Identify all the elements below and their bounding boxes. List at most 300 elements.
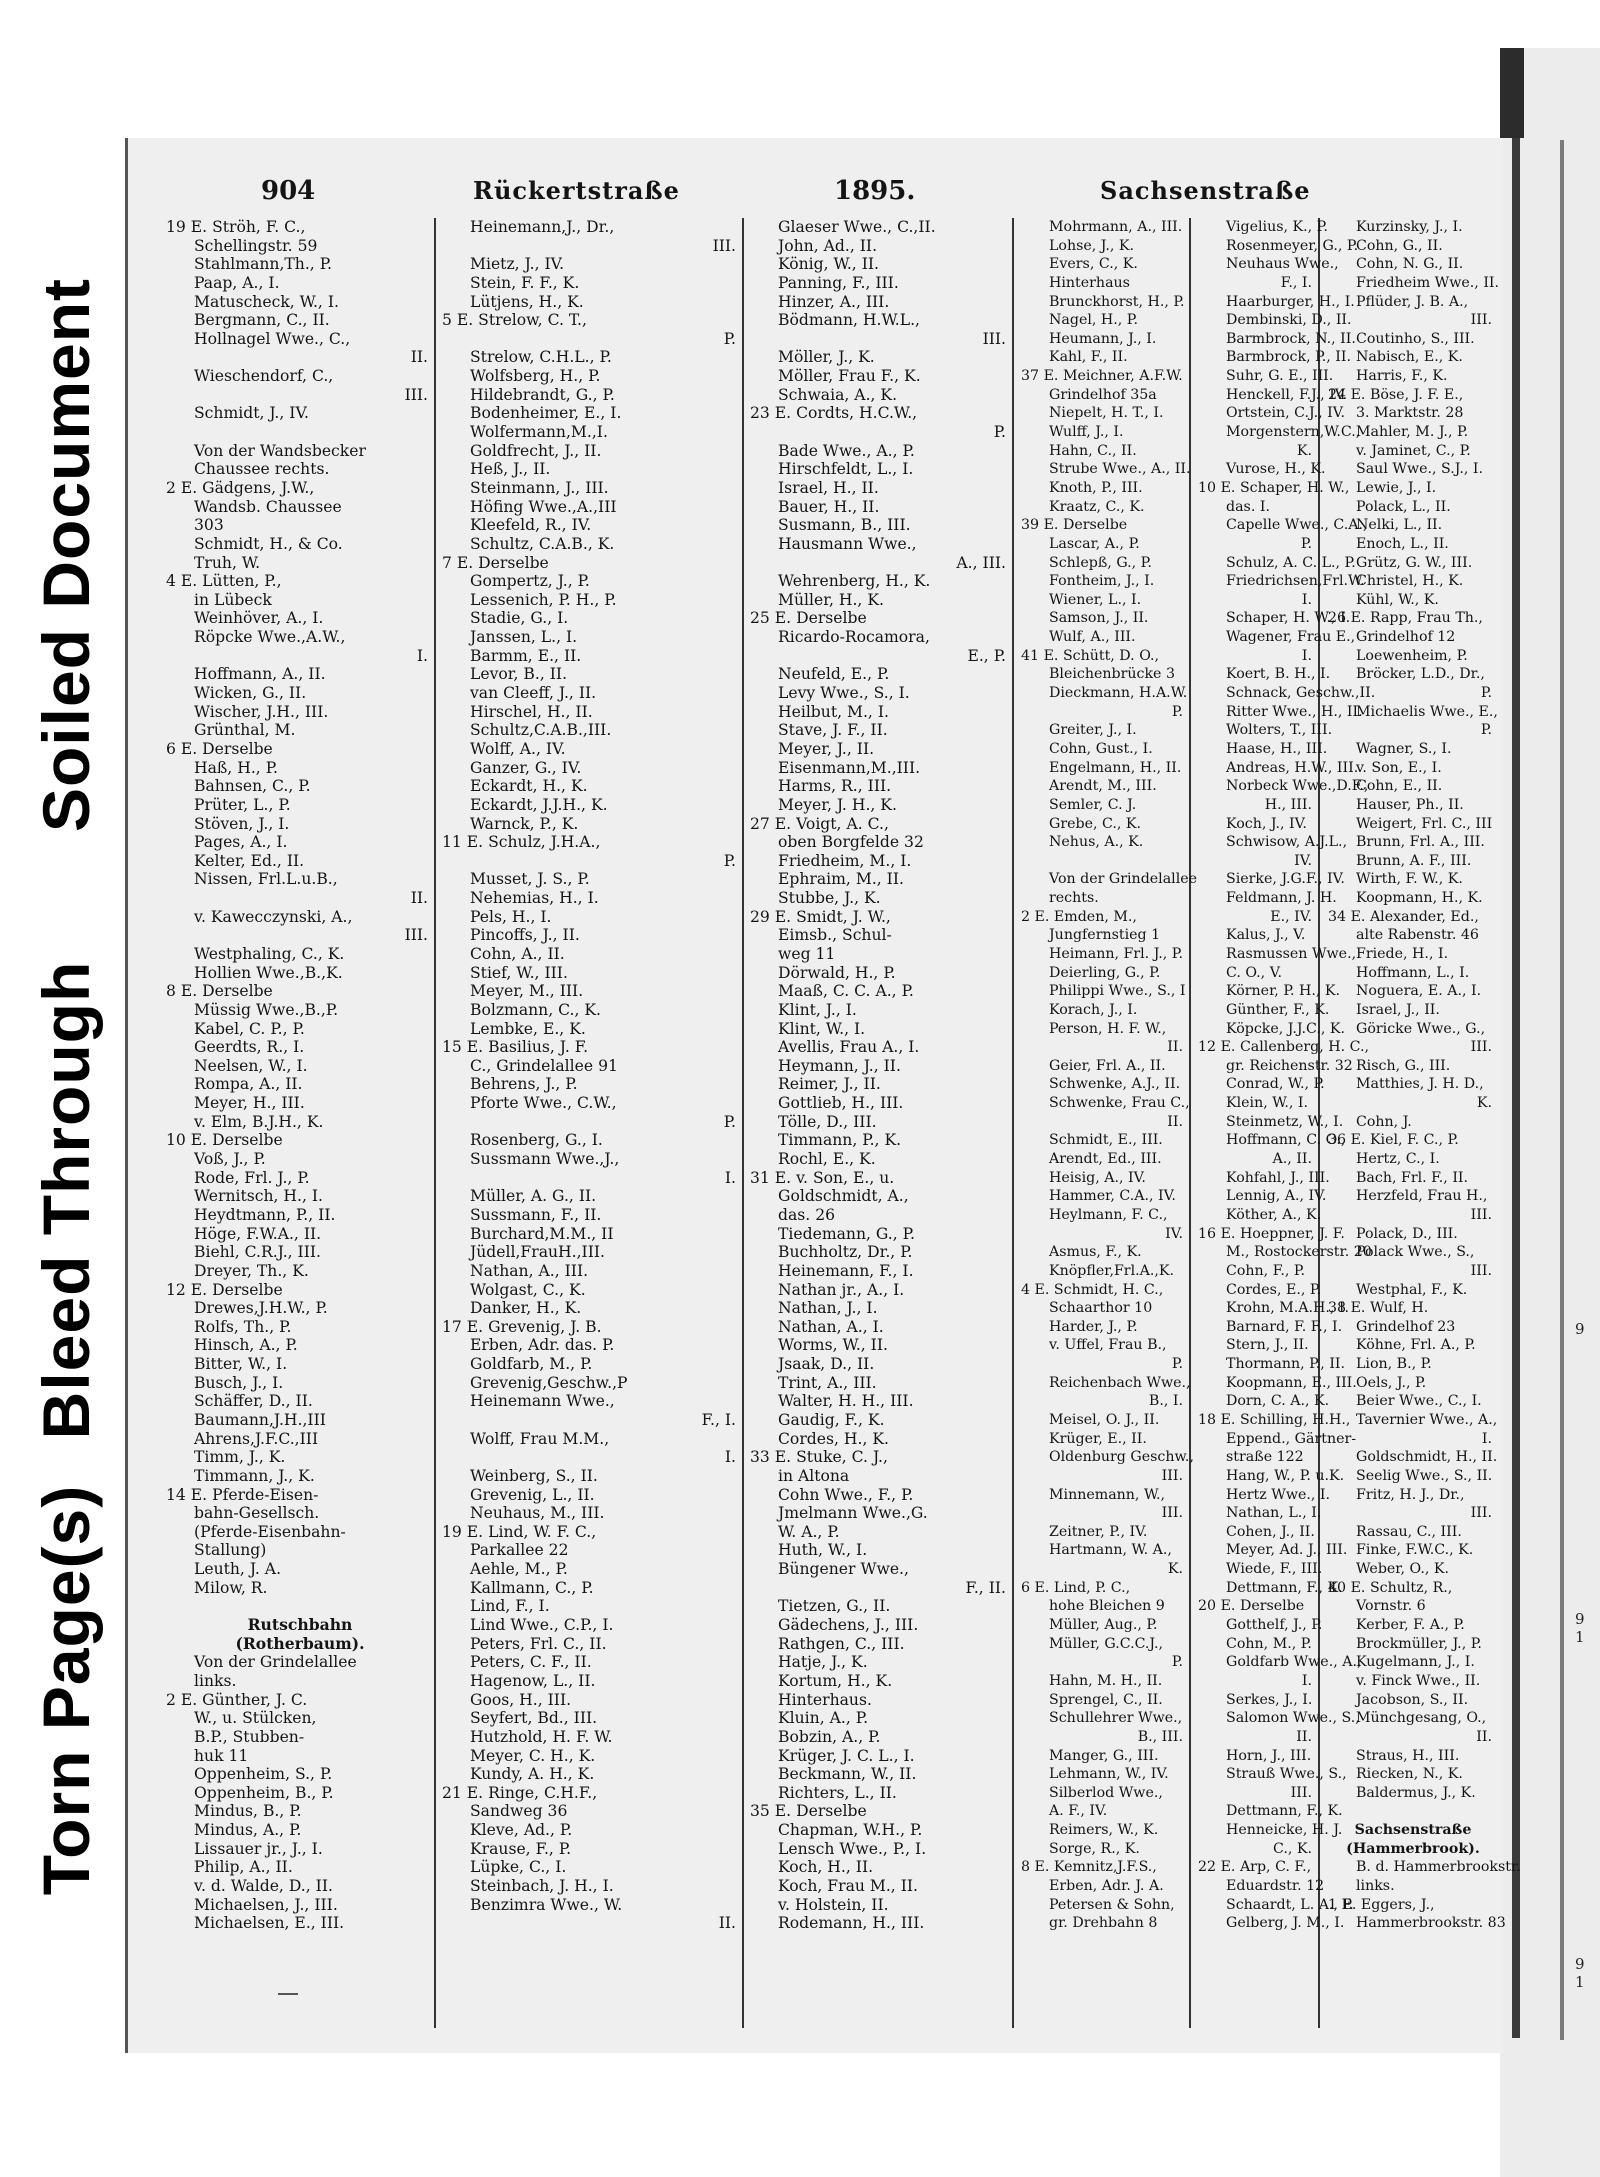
directory-entry-line: Straus, H., III.: [1356, 1747, 1460, 1764]
directory-entry-line: Eimsb., Schul-: [778, 926, 892, 945]
directory-entry-line: Cohn Wwe., F., P.: [778, 1485, 914, 1504]
directory-entry-line: Suhr, G. E., III.: [1226, 368, 1334, 385]
directory-entry-line: Fritz, H. J., Dr.,: [1356, 1486, 1465, 1503]
directory-entry-line: 26 E. Rapp, Frau Th.,: [1328, 610, 1483, 627]
directory-entry-line: Hoffmann, A., II.: [194, 665, 326, 684]
directory-entry-line: Schwaia, A., K.: [778, 385, 898, 404]
directory-entry-line: Jmelmann Wwe.,G.: [778, 1504, 928, 1523]
facing-page-fragment: 9: [1575, 1955, 1585, 1973]
directory-entry-line: Seyfert, Bd., III.: [470, 1709, 598, 1728]
directory-entry-line: Heymann, J., II.: [778, 1056, 901, 1075]
directory-entry-line: P.: [1171, 1654, 1183, 1671]
directory-entry-line: Klint, W., I.: [778, 1019, 866, 1038]
scan-defect-sidebar: [0, 0, 132, 2177]
directory-entry-line: Heisig, A., IV.: [1049, 1169, 1146, 1186]
directory-entry-line: Reimer, J., II.: [778, 1075, 881, 1094]
directory-entry-line: Mindus, A., P.: [194, 1821, 302, 1840]
directory-entry-line: 4 E. Schmidt, H. C.,: [1021, 1281, 1164, 1298]
directory-entry-line: Henneicke, H. J.: [1226, 1822, 1343, 1839]
directory-entry-line: Bödmann, H.W.L.,: [778, 311, 920, 330]
directory-entry-line: Mietz, J., IV.: [470, 255, 565, 274]
directory-entry-line: in Altona: [778, 1466, 850, 1485]
directory-entry-line: Matuscheck, W., I.: [194, 292, 339, 311]
directory-entry-line: Brunn, A. F., III.: [1356, 852, 1472, 869]
directory-entry-line: Sorge, R., K.: [1049, 1840, 1140, 1857]
directory-entry-line: Jacobson, S., II.: [1356, 1691, 1469, 1708]
directory-entry-line: Gotthelf, J., P.: [1226, 1617, 1323, 1634]
directory-entry-line: III.: [1470, 1039, 1492, 1056]
directory-entry-line: Cohn, J.: [1356, 1113, 1412, 1130]
directory-entry-line: Hang, W., P. u.K.: [1226, 1467, 1345, 1484]
directory-entry-line: Wiener, L., I.: [1049, 591, 1142, 608]
directory-entry-line: Köther, A., K.: [1226, 1206, 1322, 1223]
directory-entry-line: Rasmussen Wwe.,: [1226, 945, 1357, 962]
binding-shadow: [1500, 48, 1524, 138]
directory-entry-line: links.: [194, 1671, 237, 1690]
directory-entry-line: Bolzmann, C., K.: [470, 1000, 601, 1019]
directory-entry-line: Timm, J., K.: [194, 1448, 286, 1467]
directory-entry-line: III.: [712, 236, 736, 255]
directory-entry-line: Neufeld, E., P.: [778, 665, 890, 684]
directory-entry-line: Walter, H. H., III.: [778, 1392, 914, 1411]
directory-entry-line: Lohse, J., K.: [1049, 237, 1135, 254]
directory-entry-line: Dieckmann, H.A.W.: [1049, 685, 1188, 702]
directory-entry-line: 19 E. Lind, W. F. C.,: [442, 1522, 597, 1541]
directory-entry-line: Glaeser Wwe., C.,II.: [778, 218, 936, 236]
directory-entry-line: 8 E. Kemnitz,J.F.S.,: [1021, 1859, 1157, 1876]
directory-entry-line: Hammerbrookstr. 83: [1356, 1915, 1506, 1932]
directory-entry-line: Koch, H., II.: [778, 1858, 874, 1877]
directory-entry-line: Rassau, C., III.: [1356, 1523, 1462, 1540]
directory-entry-line: Manger, G., III.: [1049, 1747, 1159, 1764]
page-number: 904: [261, 176, 316, 206]
directory-entry-line: Minnemann, W.,: [1049, 1486, 1166, 1503]
directory-entry-line: Nathan, J., I.: [778, 1299, 878, 1318]
facing-page-fragment: 1: [1575, 1628, 1585, 1646]
directory-entry-line: I.: [1301, 591, 1312, 608]
directory-entry-line: Goldschmidt, H., II.: [1356, 1449, 1498, 1466]
directory-entry-line: Meyer, J. H., K.: [778, 795, 897, 814]
directory-entry-line: Wehrenberg, H., K.: [778, 572, 931, 591]
directory-entry-line: 10 E. Schaper, H. W.,: [1198, 479, 1350, 496]
directory-entry-line: Schmidt, J., IV.: [194, 404, 309, 423]
directory-entry-line: M., Rostockerstr. 20: [1226, 1244, 1372, 1261]
directory-entry-line: Pforte Wwe., C.W.,: [470, 1094, 617, 1113]
directory-entry-line: Barnard, F. F., I.: [1226, 1318, 1343, 1335]
directory-entry-line: Röpcke Wwe.,A.W.,: [194, 628, 346, 647]
directory-entry-line: Stern, J., II.: [1226, 1337, 1309, 1354]
directory-entry-line: Kundy, A. H., K.: [470, 1765, 595, 1784]
directory-entry-line: Möller, J., K.: [778, 348, 875, 367]
directory-entry-line: Silberlod Wwe.,: [1049, 1784, 1163, 1801]
directory-entry-line: H., III.: [1264, 796, 1312, 813]
directory-entry-line: [166, 423, 434, 442]
directory-entry-line: Schwenke, Frau C.,: [1049, 1095, 1190, 1112]
directory-entry-line: Lennig, A., IV.: [1226, 1188, 1327, 1205]
directory-entry-line: II.: [1167, 1113, 1183, 1130]
directory-entry-line: Rolfs, Th., P.: [194, 1317, 292, 1336]
directory-entry-line: Morgenstern,W.C.,: [1226, 424, 1361, 441]
directory-entry-line: Paap, A., I.: [194, 273, 280, 292]
directory-entry-line: Samson, J., II.: [1049, 610, 1149, 627]
directory-entry-line: W. A., P.: [778, 1522, 840, 1541]
directory-entry-line: A., III.: [956, 553, 1006, 572]
directory-entry-line: A., II.: [1272, 1151, 1312, 1168]
directory-entry-line: P.: [723, 851, 736, 870]
directory-entry-line: Harms, R., III.: [778, 777, 892, 796]
directory-entry-line: straße 122: [1226, 1449, 1304, 1466]
directory-entry-line: Arendt, M., III.: [1049, 778, 1157, 795]
directory-entry-line: Grindelhof 23: [1356, 1318, 1456, 1335]
directory-entry-line: Tavernier Wwe., A.,: [1356, 1412, 1498, 1428]
directory-entry-line: v. Elm, B.J.H., K.: [194, 1112, 324, 1131]
directory-entry-line: B. d. Hammerbrookstr.: [1356, 1859, 1521, 1876]
directory-entry-line: Schnack, Geschw.,II.: [1226, 685, 1376, 702]
directory-entry-line: Petersen & Sohn,: [1049, 1896, 1175, 1913]
directory-entry-line: Jungfernstieg 1: [1049, 927, 1161, 944]
directory-entry-line: 14 E. Pferde-Eisen-: [166, 1485, 319, 1504]
directory-entry-line: Steinbach, J. H., I.: [470, 1877, 614, 1896]
directory-entry-line: v. Finck Wwe., II.: [1356, 1672, 1481, 1689]
directory-entry-line: Rutschbahn: [247, 1615, 353, 1635]
directory-entry-line: Rathgen, C., III.: [778, 1634, 905, 1653]
directory-entry-line: Cohn, N. G., II.: [1356, 256, 1464, 273]
directory-entry-line: Oldenburg Geschw.,: [1049, 1449, 1194, 1466]
directory-entry-line: Ortstein, C.J., IV.: [1226, 405, 1346, 422]
directory-entry-line: Krause, F., P.: [470, 1839, 572, 1858]
directory-entry-line: Bahnsen, C., P.: [194, 777, 311, 796]
directory-entry-line: Koch, J., IV.: [1226, 815, 1307, 832]
directory-entry-line: Lessenich, P. H., P.: [470, 590, 617, 609]
directory-entry-line: Semler, C. J.: [1049, 796, 1137, 813]
directory-entry-line: Sierke, J.G.F., IV.: [1226, 871, 1345, 888]
directory-entry-line: III.: [404, 926, 428, 945]
directory-entry-line: 303: [194, 516, 224, 535]
directory-entry-line: Riecken, N., K.: [1356, 1766, 1463, 1783]
directory-entry-line: Israel, J., II.: [1356, 1001, 1440, 1018]
directory-entry-line: Bade Wwe., A., P.: [778, 441, 915, 460]
directory-entry-line: Nehemias, H., I.: [470, 889, 599, 908]
directory-entry-line: Eckardt, H., K.: [470, 777, 588, 796]
directory-entry-line: Steinmann, J., III.: [470, 478, 609, 497]
directory-entry-line: 19 E. Ströh, F. C.,: [166, 218, 306, 236]
directory-entry-line: P.: [993, 423, 1006, 442]
directory-entry-line: Salomon Wwe., S.,: [1226, 1710, 1360, 1727]
directory-entry-line: Köpcke, J.J.C., K.: [1226, 1020, 1345, 1037]
directory-entry-line: Hinterhaus.: [778, 1690, 872, 1709]
directory-entry-line: Ephraim, M., II.: [778, 870, 904, 889]
directory-entry-line: Wolfsberg, H., P.: [470, 367, 601, 386]
directory-entry-line: Evers, C., K.: [1049, 256, 1138, 273]
directory-entry-line: 38 E. Wulf, H.: [1328, 1300, 1429, 1317]
directory-entry-line: Bitter, W., I.: [194, 1355, 288, 1374]
directory-entry-line: I.: [724, 1448, 736, 1467]
directory-entry-line: Hahn, C., II.: [1049, 442, 1137, 459]
directory-entry-line: 25 E. Derselbe: [750, 609, 867, 628]
directory-entry-line: Eckardt, J.J.H., K.: [470, 795, 608, 814]
directory-entry-line: Grebe, C., K.: [1049, 815, 1141, 832]
directory-entry-line: Lensch Wwe., P., I.: [778, 1839, 927, 1858]
directory-entry-line: alte Rabenstr. 46: [1356, 927, 1479, 944]
directory-entry-line: Arendt, Ed., III.: [1049, 1151, 1162, 1168]
directory-entry-line: 3. Marktstr. 28: [1356, 405, 1464, 422]
directory-entry-line: Feldmann, J. H.: [1226, 890, 1337, 907]
directory-entry-line: Müller, Aug., P.: [1049, 1617, 1158, 1634]
directory-entry-line: Oppenheim, S., P.: [194, 1765, 333, 1784]
directory-entry-line: III.: [982, 329, 1006, 348]
directory-entry-line: E., P.: [967, 646, 1006, 665]
directory-entry-line: 22 E. Arp, C. F.,: [1198, 1859, 1312, 1876]
directory-entry-line: Lehmann, W., IV.: [1049, 1766, 1169, 1783]
directory-entry-line: Heinemann,J., Dr.,: [470, 218, 615, 236]
directory-entry-line: Korach, J., I.: [1049, 1001, 1138, 1018]
directory-entry-line: 35 E. Derselbe: [750, 1802, 867, 1821]
directory-entry-line: Tietzen, G., II.: [778, 1597, 891, 1616]
directory-entry-line: Goldfarb Wwe., A.,: [1226, 1654, 1362, 1671]
directory-entry-line: Parkallee 22: [470, 1541, 569, 1560]
directory-entry-line: Leuth, J. A.: [194, 1560, 282, 1579]
directory-entry-line: Westphal, F., K.: [1356, 1281, 1468, 1298]
directory-entry-line: 6 E. Derselbe: [166, 739, 273, 758]
directory-entry-line: Haase, H., III.: [1226, 740, 1328, 757]
directory-entry-line: Barmm, E., II.: [470, 646, 582, 665]
directory-entry-line: Müller, G.C.C.J.,: [1049, 1635, 1164, 1652]
directory-entry-line: Mahler, M. J., P.: [1356, 424, 1469, 441]
directory-entry-line: Dembinski, D., II.: [1226, 312, 1352, 329]
directory-entry-line: Weinberg, S., II.: [470, 1466, 598, 1485]
directory-entry-line: Geerdts, R., I.: [194, 1038, 305, 1057]
directory-entry-line: Conrad, W., P.: [1226, 1076, 1325, 1093]
directory-entry-line: Pincoffs, J., II.: [470, 926, 580, 945]
directory-entry-line: v. Uffel, Frau B.,: [1049, 1337, 1167, 1354]
directory-entry-line: Hausmann Wwe.,: [778, 534, 917, 553]
directory-entry-line: Sachsenstraße: [1354, 1822, 1472, 1839]
directory-entry-line: Zeitner, P., IV.: [1049, 1523, 1148, 1540]
directory-entry-line: Michaelis Wwe., E.,: [1356, 703, 1498, 720]
directory-entry-line: Günther, F., K.: [1226, 1001, 1330, 1018]
directory-entry-line: Nathan, L., I.: [1226, 1505, 1322, 1522]
directory-entry-line: Wolff, Frau M.M.,: [470, 1429, 610, 1448]
directory-entry-line: Cohn, A., II.: [470, 944, 565, 963]
directory-entry-line: Herzfeld, Frau H.,: [1356, 1188, 1488, 1205]
directory-entry-line: Stein, F. F., K.: [470, 273, 580, 292]
directory-entry-line: F., I.: [701, 1411, 736, 1429]
directory-entry-line: v. Jaminet, C., P.: [1356, 442, 1471, 459]
directory-entry-line: Hildebrandt, G., P.: [470, 385, 615, 404]
directory-entry-line: 40 E. Schultz, R.,: [1328, 1579, 1453, 1596]
directory-entry-line: P.: [723, 329, 736, 348]
directory-entry-line: Kabel, C. P., P.: [194, 1019, 305, 1038]
directory-entry-line: Hertz Wwe., I.: [1226, 1486, 1331, 1503]
directory-entry-line: Wicken, G., II.: [194, 684, 307, 703]
directory-entry-line: Körner, P. H., K.: [1226, 983, 1341, 1000]
directory-entry-line: II.: [410, 348, 428, 367]
directory-entry-line: Wagener, Frau E.,: [1226, 629, 1356, 646]
directory-entry-line: Oppenheim, B., P.: [194, 1783, 334, 1802]
directory-entry-line: Musset, J. S., P.: [470, 870, 590, 889]
directory-entry-line: P.: [1171, 1356, 1183, 1373]
directory-entry-line: (Pferde-Eisenbahn-: [194, 1522, 346, 1541]
directory-entry-line: F., II.: [965, 1578, 1006, 1597]
directory-entry-line: W., u. Stülcken,: [194, 1709, 317, 1728]
directory-entry-line: Finke, F.W.C., K.: [1356, 1542, 1474, 1559]
directory-entry-line: Vurose, H., K.: [1226, 461, 1326, 478]
directory-entry-line: 34 E. Alexander, Ed.,: [1328, 908, 1479, 925]
directory-entry-line: Prüter, L., P.: [194, 795, 291, 814]
directory-entry-line: Seelig Wwe., S., II.: [1356, 1467, 1493, 1484]
directory-entry-line: Kurzinsky, J., I.: [1356, 219, 1463, 235]
directory-entry-line: Beckmann, W., II.: [778, 1765, 917, 1784]
directory-entry-line: Ritter Wwe., H., II.: [1226, 703, 1363, 720]
directory-entry-line: [1328, 1802, 1498, 1821]
directory-entry-line: Meyer, H., III.: [194, 1094, 305, 1113]
listing-column-2: [442, 218, 744, 2028]
directory-entry-line: Nathan, A., I.: [778, 1317, 884, 1336]
directory-entry-line: Haß, H., P.: [194, 758, 278, 777]
directory-entry-line: Dorn, C. A., K.: [1226, 1393, 1330, 1410]
directory-entry-line: Strelow, C.H.L., P.: [470, 348, 612, 367]
directory-entry-line: Von der Grindelallee: [194, 1653, 357, 1672]
directory-entry-line: Kühl, W., K.: [1356, 591, 1439, 608]
directory-entry-line: Niepelt, H. T., I.: [1049, 405, 1164, 422]
directory-entry-line: Engelmann, H., II.: [1049, 759, 1182, 776]
directory-entry-line: 29 E. Smidt, J. W.,: [750, 907, 891, 926]
directory-entry-line: Haarburger, H., I.: [1226, 293, 1355, 310]
directory-entry-line: 24 E. Böse, J. F. E.,: [1328, 386, 1464, 403]
directory-entry-line: Grevenig, L., II.: [470, 1485, 595, 1504]
directory-entry-line: Hollien Wwe.,B.,K.: [194, 963, 343, 982]
directory-entry-line: Wulff, J., I.: [1049, 424, 1124, 441]
directory-entry-line: Kelter, Ed., II.: [194, 851, 305, 870]
directory-entry-line: Barmbrock, P., II.: [1226, 349, 1352, 366]
directory-entry-line: Hoffmann, L., I.: [1356, 964, 1470, 981]
directory-entry-line: Heimann, Frl. J., P.: [1049, 945, 1183, 962]
directory-entry-line: Ahrens,J.F.C.,III: [194, 1429, 319, 1448]
directory-entry-line: Peters, Frl. C., II.: [470, 1634, 607, 1653]
directory-entry-line: Polack, D., III.: [1356, 1225, 1458, 1242]
directory-year: 1895.: [834, 176, 916, 206]
directory-entry-line: 4 E. Lütten, P.,: [166, 572, 282, 591]
directory-entry-line: Lüpke, C., I.: [470, 1858, 567, 1877]
directory-entry-line: Schäffer, D., II.: [194, 1392, 313, 1411]
directory-entry-line: Friedrichsen,Frl.W.: [1226, 573, 1365, 590]
directory-entry-line: Susmann, B., III.: [778, 516, 911, 535]
directory-entry-line: Schlepß, G., P.: [1049, 554, 1152, 571]
directory-entry-line: bahn-Gesellsch.: [194, 1504, 320, 1523]
directory-entry-line: Horn, J., III.: [1226, 1747, 1312, 1764]
directory-entry-line: P.: [1480, 685, 1492, 702]
directory-entry-line: Kugelmann, J., I.: [1356, 1654, 1475, 1671]
directory-entry-line: Nagel, H., P.: [1049, 312, 1138, 329]
directory-entry-line: 11 E. Schulz, J.H.A.,: [442, 833, 601, 852]
directory-entry-line: Höfing Wwe.,A.,III: [470, 497, 617, 516]
directory-entry-line: Kraatz, C., K.: [1049, 498, 1145, 515]
directory-entry-line: Nelki, L., II.: [1356, 517, 1443, 534]
directory-entry-line: Grünthal, M.: [194, 721, 296, 740]
directory-entry-line: 39 E. Derselbe: [1021, 517, 1128, 534]
facing-page-gutter: [1560, 140, 1564, 2040]
directory-entry-line: Hauser, Ph., II.: [1356, 796, 1464, 813]
directory-entry-line: Steinmetz, W., I.: [1226, 1113, 1344, 1130]
directory-entry-line: Meyer, M., III.: [470, 982, 584, 1001]
directory-entry-line: Schwisow, A.J.L.,: [1226, 834, 1348, 851]
directory-entry-line: Wolfermann,M.,I.: [470, 423, 608, 442]
directory-entry-line: Friede, H., I.: [1356, 945, 1449, 962]
directory-entry-line: (Rotherbaum).: [235, 1633, 365, 1653]
directory-entry-line: gr. Drehbahn 8: [1049, 1915, 1158, 1932]
directory-entry-line: Drewes,J.H.W., P.: [194, 1299, 328, 1318]
directory-entry-line: Meyer, J., II.: [778, 739, 875, 758]
directory-entry-line: Loewenheim, P.: [1356, 647, 1468, 664]
directory-entry-line: IV.: [1294, 852, 1312, 869]
directory-entry-line: Hirschfeldt, L., I.: [778, 460, 914, 479]
directory-entry-line: Rompa, A., II.: [194, 1075, 303, 1094]
directory-entry-line: Hinsch, A., P.: [194, 1336, 298, 1355]
directory-entry-line: Timmann, P., K.: [778, 1131, 902, 1150]
directory-entry-line: II.: [1476, 1728, 1492, 1745]
directory-entry-line: 7 E. Derselbe: [442, 553, 549, 572]
directory-entry-line: Köhne, Frl. A., P.: [1356, 1337, 1476, 1354]
directory-entry-line: Müller, A. G., II.: [470, 1187, 597, 1206]
directory-entry-line: Wischer, J.H., III.: [194, 702, 329, 721]
directory-entry-line: Bauer, H., II.: [778, 497, 880, 516]
directory-entry-line: 31 E. v. Son, E., u.: [750, 1168, 895, 1187]
directory-entry-line: Biehl, C.R.J., III.: [194, 1243, 321, 1262]
directory-entry-line: Strube Wwe., A., II.: [1049, 461, 1191, 478]
directory-entry-line: Kalus, J., V.: [1226, 927, 1306, 944]
directory-entry-line: Levor, B., II.: [470, 665, 568, 684]
directory-entry-line: Kahl, F., II.: [1049, 349, 1128, 366]
directory-entry-line: I.: [1301, 647, 1312, 664]
directory-entry-line: P.: [1300, 535, 1312, 552]
directory-entry-line: Maaß, C. C. A., P.: [778, 982, 914, 1001]
directory-entry-line: Thormann, P., II.: [1226, 1356, 1346, 1373]
directory-entry-line: Hoffmann, C. O.,: [1226, 1132, 1346, 1149]
directory-entry-line: Meyer, C. H., K.: [470, 1746, 596, 1765]
directory-entry-line: Wagner, S., I.: [1356, 740, 1452, 757]
directory-entry-line: Höge, F.W.A., II.: [194, 1224, 322, 1243]
directory-entry-line: Schaarthor 10: [1049, 1300, 1153, 1317]
directory-entry-line: Nathan, A., III.: [470, 1261, 589, 1280]
directory-entry-line: Levy Wwe., S., I.: [778, 684, 910, 703]
directory-entry-line: Westphaling, C., K.: [194, 944, 345, 963]
directory-entry-line: Grindelhof 12: [1356, 629, 1456, 646]
directory-entry-line: Philip, A., II.: [194, 1858, 293, 1877]
directory-entry-line: Dreyer, Th., K.: [194, 1261, 309, 1280]
facing-page-fragment: 1: [1575, 1973, 1585, 1991]
soiled-document-stamp: Soiled Document: [29, 277, 103, 833]
directory-entry-line: Schellingstr. 59: [194, 236, 318, 255]
directory-entry-line: Truh, W.: [194, 553, 261, 572]
directory-entry-line: Schulz, A. C. L., P.: [1226, 554, 1356, 571]
margin-mark: [278, 1993, 298, 1995]
directory-entry-line: III.: [1470, 312, 1492, 329]
directory-entry-line: Stöven, J., I.: [194, 814, 290, 833]
directory-entry-line: Wolters, T., III.: [1226, 722, 1333, 739]
directory-entry-line: Eisenmann,M.,III.: [778, 758, 921, 777]
directory-entry-line: Cordes, E., P.: [1226, 1281, 1322, 1298]
directory-entry-line: Philippi Wwe., S., I: [1049, 983, 1186, 1000]
directory-entry-line: Mohrmann, A., III.: [1049, 219, 1183, 235]
directory-entry-line: Grindelhof 35a: [1049, 386, 1157, 403]
directory-entry-line: Enoch, L., II.: [1356, 535, 1449, 552]
directory-entry-line: (Hammerbrook).: [1346, 1840, 1480, 1857]
facing-page-fragment: 9: [1575, 1610, 1585, 1628]
directory-entry-line: B., I.: [1148, 1393, 1183, 1410]
directory-entry-line: Tölle, D., III.: [778, 1112, 877, 1131]
directory-entry-line: I.: [1481, 1430, 1492, 1447]
directory-entry-line: 20 E. Derselbe: [1198, 1598, 1305, 1615]
